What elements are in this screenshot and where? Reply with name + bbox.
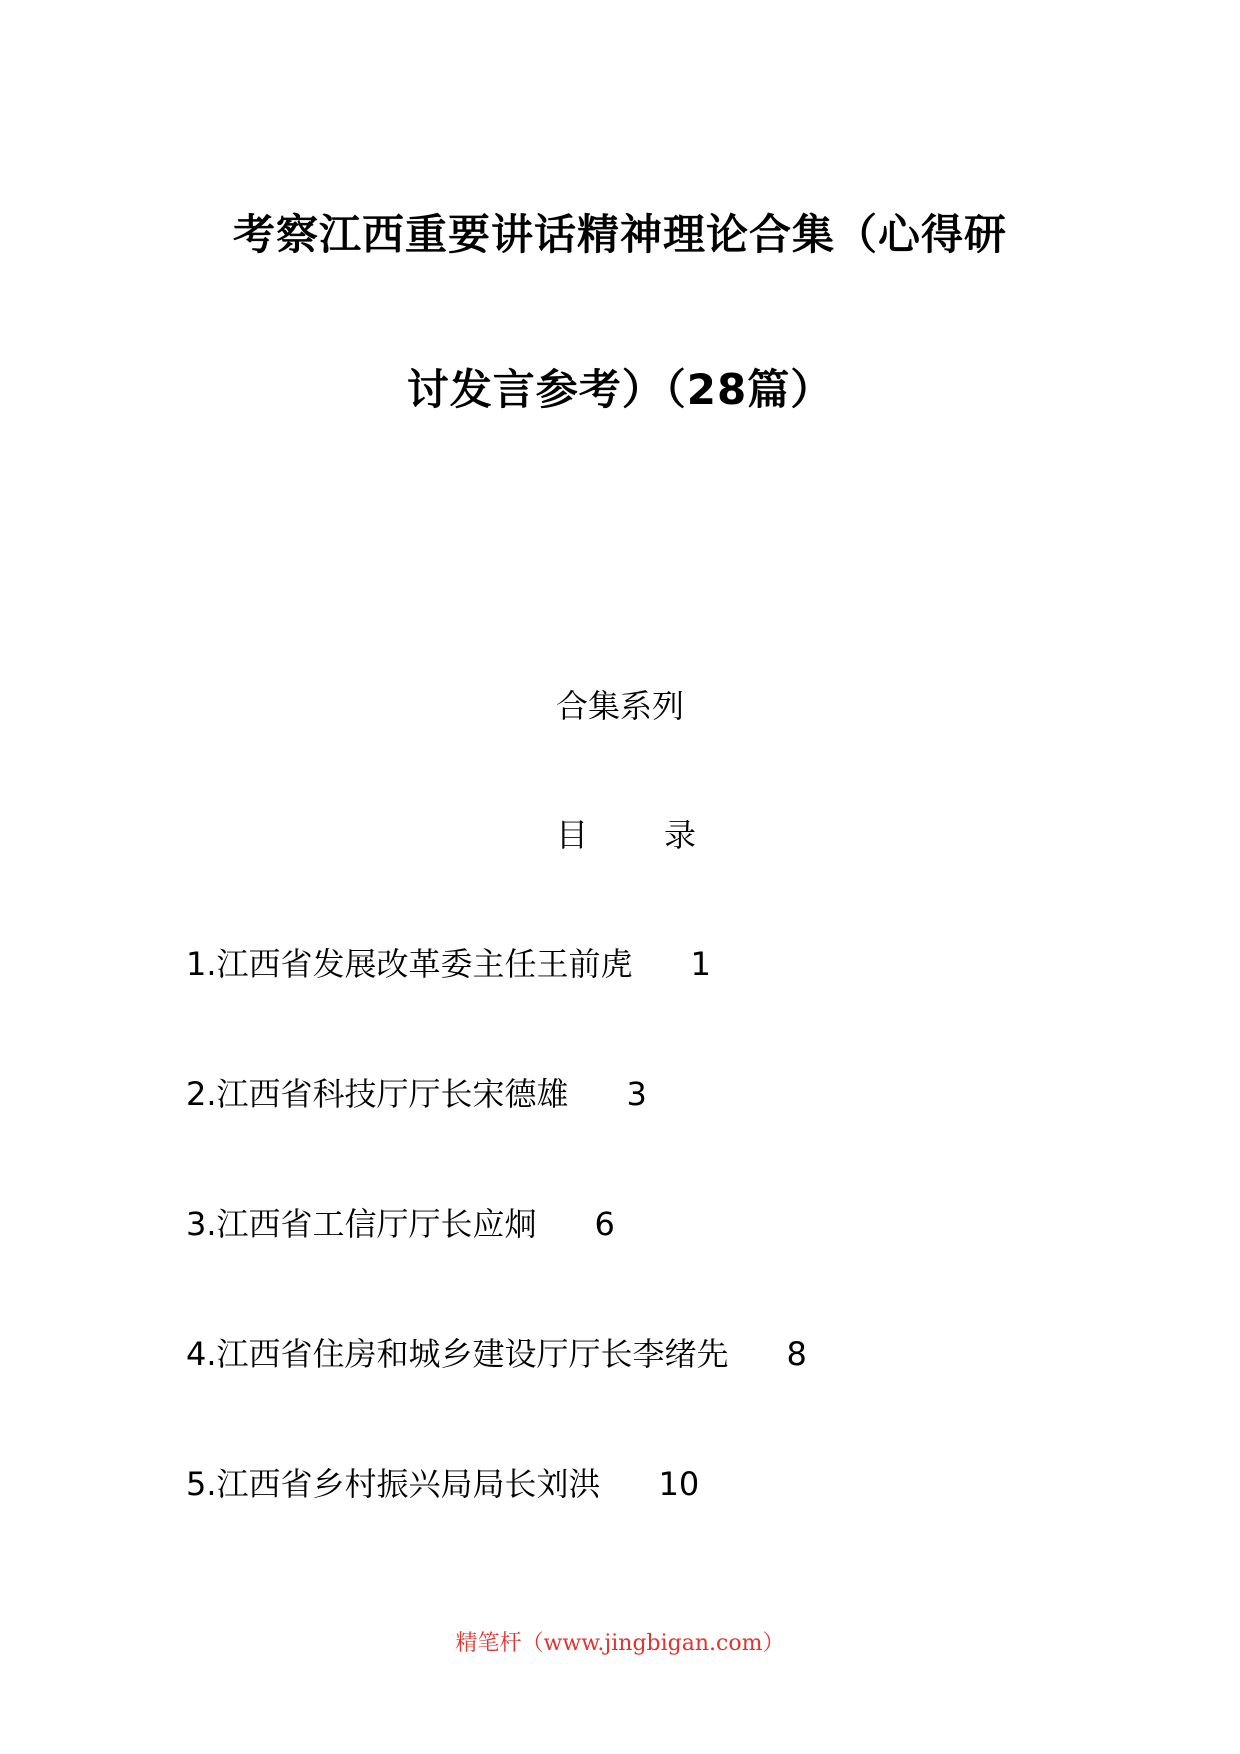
toc-item-title: 江西省工信厅厅长应炯 xyxy=(216,1205,537,1243)
toc-heading xyxy=(556,813,696,857)
toc-item-number: 2. xyxy=(186,1075,217,1113)
toc-item-page: 8 xyxy=(786,1335,807,1373)
toc-item-number: 3. xyxy=(186,1205,217,1243)
toc-item-page: 10 xyxy=(658,1465,700,1503)
toc-item-title: 江西省发展改革委主任王前虎 xyxy=(216,945,633,983)
footer-watermark: 精笔杆（www.jingbigan.com） xyxy=(455,1631,785,1656)
document-title-line-1: 考察江西重要讲话精神理论合集（心得研 xyxy=(232,210,1007,259)
toc-heading-right: 录 xyxy=(663,816,696,854)
toc-item xyxy=(186,942,1086,1072)
series-label: 合集系列 xyxy=(555,687,684,725)
toc-item-number: 5. xyxy=(186,1465,217,1503)
toc-item-page: 3 xyxy=(626,1075,647,1113)
toc-item-page: 1 xyxy=(690,945,711,983)
toc-item-number: 4. xyxy=(186,1335,217,1373)
toc-item xyxy=(186,1072,1086,1202)
toc-item xyxy=(186,1332,1086,1462)
toc-item-page: 6 xyxy=(594,1205,615,1243)
toc-item xyxy=(186,1202,1086,1332)
document-title-line-2: 讨发言参考）（28篇） xyxy=(406,365,834,414)
toc-item-title: 江西省乡村振兴局局长刘洪 xyxy=(216,1465,601,1503)
toc-heading-left: 目 xyxy=(556,816,589,854)
toc-item xyxy=(186,1462,1086,1592)
toc-item-title: 江西省科技厅厅长宋德雄 xyxy=(216,1075,569,1113)
toc-list xyxy=(186,942,1086,1592)
toc-item-number: 1. xyxy=(186,945,217,983)
toc-item-title: 江西省住房和城乡建设厅厅长李绪先 xyxy=(216,1335,729,1373)
